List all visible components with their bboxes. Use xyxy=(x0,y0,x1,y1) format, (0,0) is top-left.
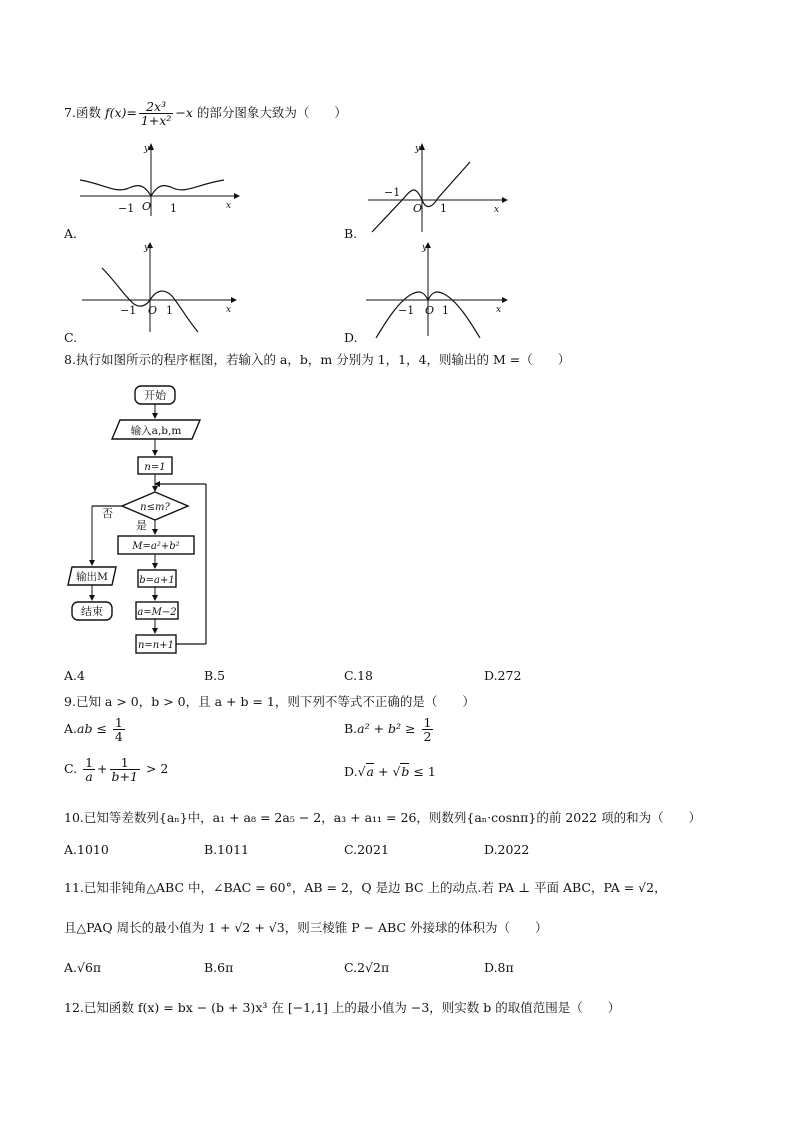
formula-lhs: f(x)= xyxy=(104,105,137,120)
svg-text:b=a+1: b=a+1 xyxy=(139,575,175,586)
tick-neg1: −1 xyxy=(384,186,401,199)
question-11-line-2: 且△PAQ 周长的最小值为 1 + √2 + √3，则三棱锥 P − ABC 外接球的体积为（ ） xyxy=(64,920,548,935)
question-12-stem: 12.已知函数 f(x) = bx − (b + 3)x³ 在 [−1,1] 上的最小值为 −3，则实数 b 的取值范围是（ ） xyxy=(64,1000,621,1015)
q8-option-a[interactable]: A.4 xyxy=(64,668,85,683)
svg-text:n=n+1: n=n+1 xyxy=(137,640,175,651)
y-axis-label: y xyxy=(144,144,150,154)
q8-option-d[interactable]: D.272 xyxy=(484,668,522,683)
option-a-label[interactable]: A. xyxy=(64,226,78,241)
y-axis-label: y xyxy=(415,144,421,154)
q9-option-b[interactable]: B.a² + b² ≥ $\frac{1}{2}$ xyxy=(344,715,432,745)
question-8-stem: 8.执行如图所示的程序框图，若输入的 a，b，m 分别为 1，1，4，则输出的 M =（ ） xyxy=(64,352,571,367)
x-axis-label: x xyxy=(496,305,502,315)
graph-option-c[interactable] xyxy=(76,240,241,335)
origin-label: O xyxy=(142,200,152,213)
q10-option-a[interactable]: A.1010 xyxy=(64,842,109,857)
q11-option-d[interactable]: D.8π xyxy=(484,960,514,975)
question-7-stem: 7.函数 f(x)= $\frac{\text{2x³}}{\text{1+x²}}$ −x 的部分图象大致为（ ） xyxy=(64,98,347,128)
sqrt-sign: √ xyxy=(392,764,401,779)
graph-option-a[interactable] xyxy=(74,140,244,220)
question-9-stem: 9.已知 a > 0，b > 0，且 a + b = 1，则下列不等式不正确的是（ ） xyxy=(64,694,475,709)
tick-1: 1 xyxy=(170,202,177,215)
graph-option-b[interactable] xyxy=(362,140,512,235)
svg-text:结束: 结束 xyxy=(81,605,103,618)
q8-option-c[interactable]: C.18 xyxy=(344,668,373,683)
question-number: 11. xyxy=(64,880,84,895)
x-axis-label: x xyxy=(226,201,232,211)
svg-text:a=M−2: a=M−2 xyxy=(137,607,177,618)
svg-text:输出M: 输出M xyxy=(76,571,108,583)
formula-fraction: $\frac{\text{2x³}}{\text{1+x²}}$ xyxy=(140,98,172,128)
svg-text:M=a²+b²: M=a²+b² xyxy=(132,541,180,552)
tick-neg1: −1 xyxy=(398,304,415,317)
tick-1: 1 xyxy=(442,304,449,317)
option-b-label[interactable]: B. xyxy=(344,226,358,241)
y-axis-label: y xyxy=(422,243,428,253)
q9-option-c[interactable]: C. $\frac{1}{a}$ + $\frac{1}{b+1}$ > 2 xyxy=(64,755,169,785)
question-number: 10. xyxy=(64,810,84,825)
svg-text:开始: 开始 xyxy=(144,389,166,402)
tick-neg1: −1 xyxy=(120,304,137,317)
flow-yes-label: 是 xyxy=(136,519,147,532)
question-11-line-1: 11.已知非钝角△ABC 中，∠BAC = 60°，AB = 2，Q 是边 BC 上的动点.若 PA ⊥ 平面 ABC，PA = √2， xyxy=(64,880,667,895)
x-axis-label: x xyxy=(226,305,232,315)
y-axis-label: y xyxy=(144,243,150,253)
q10-option-d[interactable]: D.2022 xyxy=(484,842,530,857)
tick-1: 1 xyxy=(166,304,173,317)
flow-no-label: 否 xyxy=(102,507,113,520)
q9-option-a[interactable]: A.ab ≤ $\frac{1}{4}$ xyxy=(64,715,123,745)
graph-option-d[interactable] xyxy=(362,240,512,340)
question-number: 8. xyxy=(64,352,76,367)
question-number: 12. xyxy=(64,1000,84,1015)
q11-option-a[interactable]: A.√6π xyxy=(64,960,102,975)
origin-label: O xyxy=(148,304,158,317)
flowchart xyxy=(60,378,220,656)
svg-text:n=1: n=1 xyxy=(144,462,166,473)
q11-option-b[interactable]: B.6π xyxy=(204,960,234,975)
q8-option-b[interactable]: B.5 xyxy=(204,668,226,683)
q10-option-b[interactable]: B.1011 xyxy=(204,842,249,857)
q9-option-d[interactable]: D.√a + √b ≤ 1 xyxy=(344,764,436,779)
question-number: 7. xyxy=(64,105,76,120)
option-c-label[interactable]: C. xyxy=(64,330,78,345)
origin-label: O xyxy=(425,304,435,317)
svg-text:n≤m?: n≤m? xyxy=(140,502,170,513)
origin-label: O xyxy=(413,202,423,215)
tick-1: 1 xyxy=(440,202,447,215)
tick-neg1: −1 xyxy=(118,202,135,215)
x-axis-label: x xyxy=(494,205,500,215)
q10-option-c[interactable]: C.2021 xyxy=(344,842,389,857)
sqrt-sign: √ xyxy=(357,764,366,779)
q11-option-c[interactable]: C.2√2π xyxy=(344,960,390,975)
question-number: 9. xyxy=(64,694,76,709)
svg-text:输入a,b,m: 输入a,b,m xyxy=(130,425,182,437)
option-d-label[interactable]: D. xyxy=(344,330,358,345)
question-10-stem: 10.已知等差数列{aₙ}中，a₁ + a₈ = 2a₅ − 2，a₃ + a₁₁ = 26，则数列{aₙ·cosnπ}的前 2022 项的和为（ ） xyxy=(64,810,702,825)
